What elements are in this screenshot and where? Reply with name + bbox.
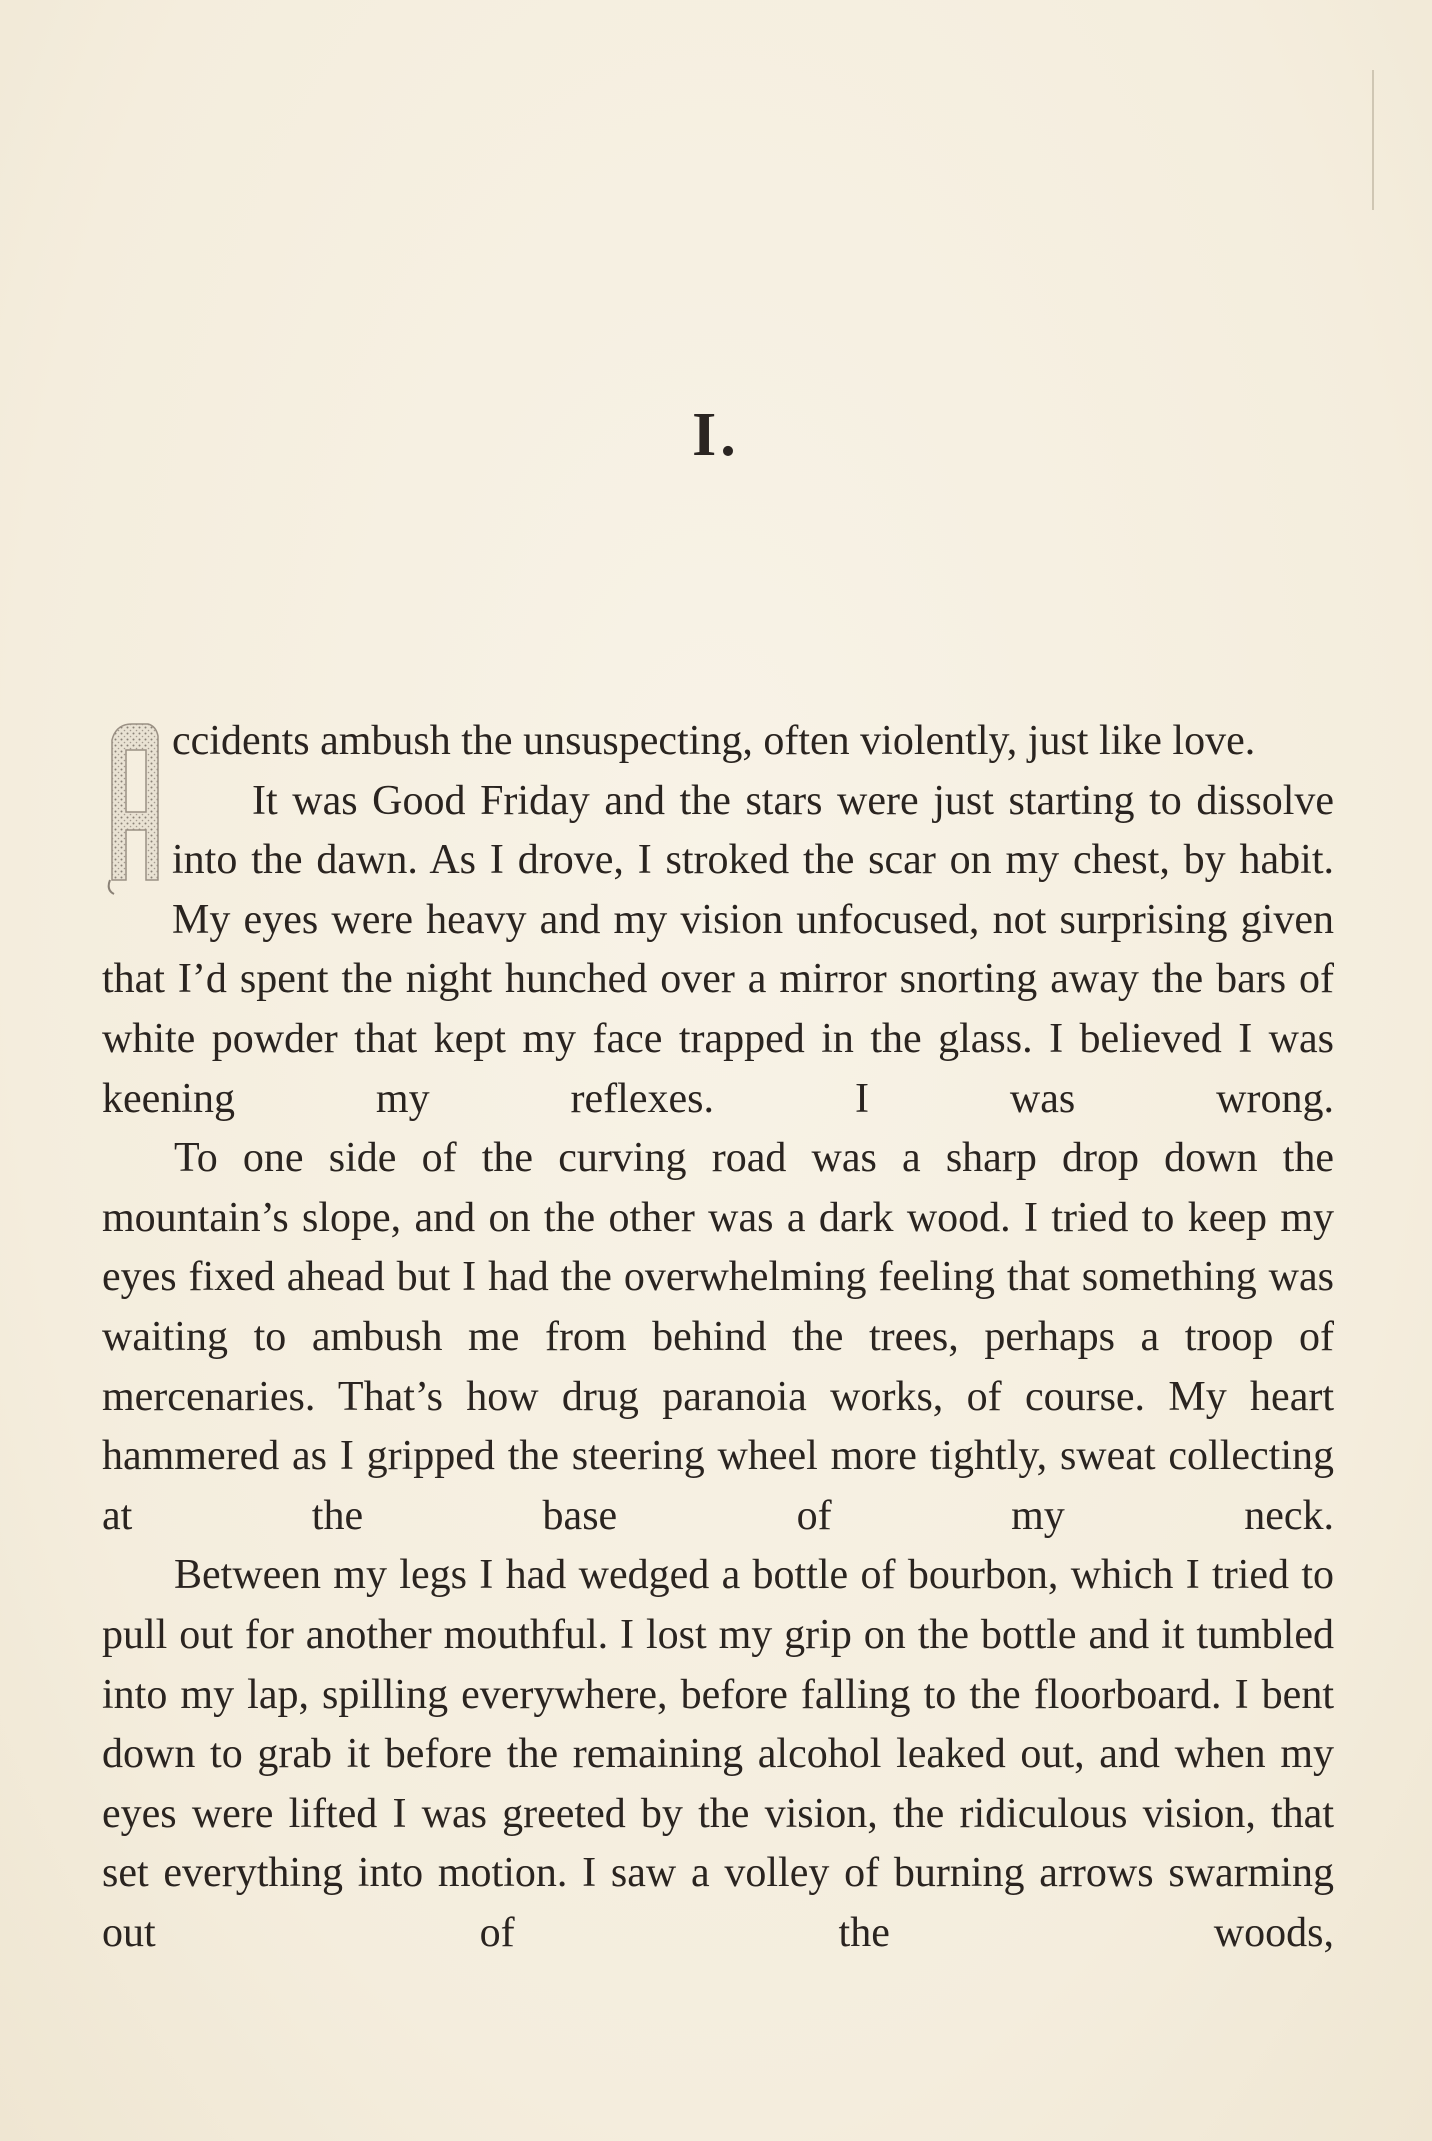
- paragraph-2: It was Good Friday and the stars were just starting to dissolve into the dawn. As I drove, I stroked the scar on my chest, by habit. My eyes were heavy and my vision unfocused, not surprising given that I’d spent the night hunched over a mirror snorting away the bars of white powder that kept my face trapped in the glass. I believed I was keening my reflexes. I was wrong.: [102, 777, 1334, 1122]
- chapter-number: I.: [692, 401, 740, 469]
- paragraph-1: ccidents ambush the unsuspecting, often violently, just like love.: [172, 718, 1256, 764]
- dropcap-ornament: [102, 720, 166, 896]
- dropcap-ornament-graphic: [102, 720, 166, 896]
- page-edge-mark: [1372, 70, 1374, 210]
- paragraph-4: Between my legs I had wedged a bottle of bourbon, which I tried to pull out for another mouthful. I lost my grip on the bottle and it tumbled into my lap, spilling everywhere, before falling to the floorboard. I bent down to grab it before the remaining alcohol leaked out, and when my eyes were lifted I was greeted by the vision, the ridiculous vision, that set everything into motion. I saw a volley of burning arrows swarming out of the woods,: [102, 1552, 1334, 1956]
- body-text: [102, 712, 1334, 1963]
- paragraph-3: To one side of the curving road was a sharp drop down the mountain’s slope, and on the other was a dark wood. I tried to keep my eyes fixed ahead but I had the overwhelming feeling that something was waiting to ambush me from behind the trees, perhaps a troop of mercenaries. That’s how drug paranoia works, of course. My heart hammered as I gripped the steering wheel more tightly, sweat collecting at the base of my neck.: [102, 1135, 1334, 1539]
- opening-paragraph: [102, 712, 1334, 772]
